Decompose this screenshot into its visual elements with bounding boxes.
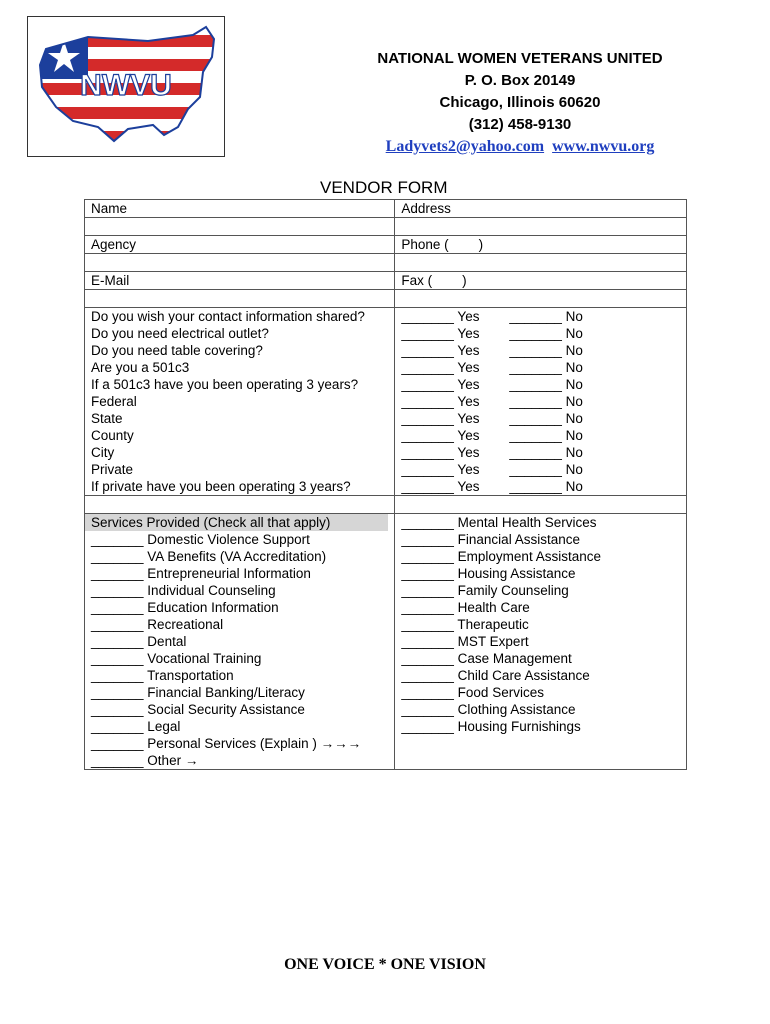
address-input-row[interactable] <box>395 218 687 236</box>
name-field[interactable]: Name <box>85 200 395 218</box>
service-item[interactable]: _______ Employment Assistance <box>401 549 601 564</box>
service-item[interactable]: _______ Domestic Violence Support <box>91 532 310 547</box>
no-option[interactable]: _______ No <box>509 377 583 392</box>
yes-option[interactable]: _______ Yes <box>401 309 480 324</box>
question: Private <box>91 462 134 477</box>
no-option[interactable]: _______ No <box>509 343 583 358</box>
service-item[interactable]: _______ Financial Banking/Literacy <box>91 685 305 700</box>
service-item[interactable]: _______ Health Care <box>401 600 530 615</box>
service-item[interactable]: _______ Transportation <box>91 668 234 683</box>
website-link[interactable]: www.nwvu.org <box>552 138 655 155</box>
service-item[interactable]: _______ Mental Health Services <box>401 515 597 530</box>
service-item[interactable]: _______ VA Benefits (VA Accreditation) <box>91 549 327 564</box>
service-item[interactable]: _______ Food Services <box>401 685 544 700</box>
yes-option[interactable]: _______ Yes <box>401 360 480 375</box>
no-option[interactable]: _______ No <box>509 309 583 324</box>
yes-option[interactable]: _______ Yes <box>401 394 480 409</box>
question: Federal <box>91 394 137 409</box>
org-city: Chicago, Illinois 60620 <box>439 94 601 111</box>
yes-option[interactable]: _______ Yes <box>401 479 480 494</box>
org-name: NATIONAL WOMEN VETERANS UNITED <box>377 50 663 67</box>
no-option[interactable]: _______ No <box>509 394 583 409</box>
service-item[interactable]: _______ Family Counseling <box>401 583 569 598</box>
service-item[interactable]: _______ Recreational <box>91 617 224 632</box>
yes-option[interactable]: _______ Yes <box>401 445 480 460</box>
org-phone: (312) 458-9130 <box>468 116 572 133</box>
service-item[interactable]: _______ Social Security Assistance <box>91 702 305 717</box>
service-item[interactable]: _______ Entrepreneurial Information <box>91 566 311 581</box>
email-input-row[interactable] <box>85 290 395 308</box>
yes-option[interactable]: _______ Yes <box>401 428 480 443</box>
service-item[interactable]: _______ Individual Counseling <box>91 583 276 598</box>
no-option[interactable]: _______ No <box>509 445 583 460</box>
no-option[interactable]: _______ No <box>509 326 583 341</box>
service-item[interactable]: _______ Housing Assistance <box>401 566 576 581</box>
no-option[interactable]: _______ No <box>509 411 583 426</box>
service-item[interactable]: _______ Other → <box>91 753 199 768</box>
form-title: VENDOR FORM <box>320 178 448 197</box>
yes-option[interactable]: _______ Yes <box>401 377 480 392</box>
yes-option[interactable]: _______ Yes <box>401 343 480 358</box>
spacer-row <box>85 496 395 514</box>
organization-header <box>330 48 710 158</box>
agency-field[interactable]: Agency <box>85 236 395 254</box>
questions-list <box>85 308 395 496</box>
phone-field[interactable]: Phone ( ) <box>395 236 687 254</box>
vendor-form-table <box>84 199 687 770</box>
email-field[interactable]: E-Mail <box>85 272 395 290</box>
service-item[interactable]: _______ MST Expert <box>401 634 529 649</box>
service-item[interactable]: _______ Personal Services (Explain ) →→→ <box>91 736 362 751</box>
service-item[interactable]: _______ Clothing Assistance <box>401 702 576 717</box>
services-header: Services Provided (Check all that apply) <box>85 514 388 531</box>
yes-option[interactable]: _______ Yes <box>401 326 480 341</box>
no-option[interactable]: _______ No <box>509 428 583 443</box>
question: Do you need electrical outlet? <box>91 326 269 341</box>
services-right-column <box>395 514 687 770</box>
svg-text:NWVU: NWVU <box>80 69 172 102</box>
question: Do you wish your contact information shared? <box>91 309 365 324</box>
fax-field[interactable]: Fax ( ) <box>395 272 687 290</box>
service-item[interactable]: _______ Financial Assistance <box>401 532 580 547</box>
nwvu-logo <box>27 16 225 157</box>
no-option[interactable]: _______ No <box>509 360 583 375</box>
service-item[interactable]: _______ Dental <box>91 634 187 649</box>
question: If a 501c3 have you been operating 3 years? <box>91 377 359 392</box>
yes-option[interactable]: _______ Yes <box>401 411 480 426</box>
service-item[interactable]: _______ Vocational Training <box>91 651 262 666</box>
email-link[interactable]: Ladyvets2@yahoo.com <box>385 138 545 155</box>
yes-no-answers <box>395 308 687 496</box>
service-item[interactable]: _______ Therapeutic <box>401 617 529 632</box>
services-left-column <box>85 514 395 770</box>
service-item[interactable]: _______ Legal <box>91 719 181 734</box>
org-po-box: P. O. Box 20149 <box>464 72 576 89</box>
footer-motto: ONE VOICE * ONE VISION <box>284 956 486 973</box>
address-field[interactable]: Address <box>395 200 687 218</box>
question: Are you a 501c3 <box>91 360 190 375</box>
service-item[interactable]: _______ Child Care Assistance <box>401 668 590 683</box>
question: If private have you been operating 3 years? <box>91 479 351 494</box>
spacer-row <box>395 496 687 514</box>
question: State <box>91 411 123 426</box>
no-option[interactable]: _______ No <box>509 462 583 477</box>
service-item[interactable]: _______ Housing Furnishings <box>401 719 581 734</box>
fax-input-row[interactable] <box>395 290 687 308</box>
agency-input-row[interactable] <box>85 254 395 272</box>
yes-option[interactable]: _______ Yes <box>401 462 480 477</box>
phone-input-row[interactable] <box>395 254 687 272</box>
service-item[interactable]: _______ Education Information <box>91 600 279 615</box>
question: City <box>91 445 115 460</box>
name-input-row[interactable] <box>85 218 395 236</box>
service-item[interactable]: _______ Case Management <box>401 651 572 666</box>
question: Do you need table covering? <box>91 343 263 358</box>
no-option[interactable]: _______ No <box>509 479 583 494</box>
question: County <box>91 428 134 443</box>
